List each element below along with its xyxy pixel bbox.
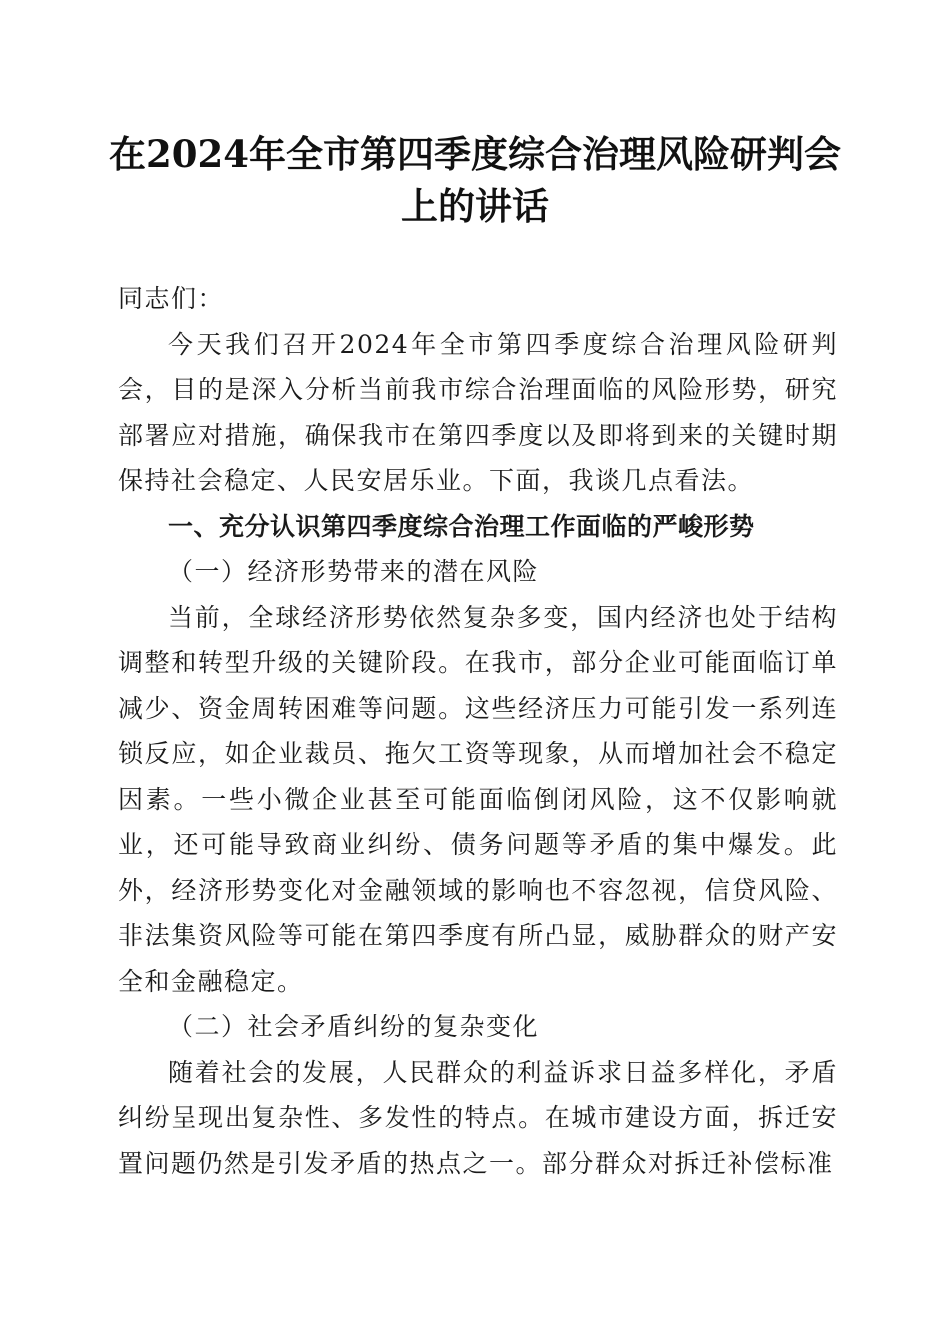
subsection-heading-1: （一）经济形势带来的潜在风险 [168,557,540,586]
title-line-1: 在2024年全市第四季度综合治理风险研判会 [109,132,841,176]
subsection-2-paragraph: 随着社会的发展，人民群众的利益诉求日益多样化，矛盾纠纷呈现出复杂性、多发性的特点。在城市建设方面，拆迁安置问题仍然是引发矛盾的热点之一。部分群众对拆迁补偿标准 [118,1057,838,1178]
intro-paragraph: 今天我们召开2024年全市第四季度综合治理风险研判会，目的是深入分析当前我市综合治理面临的风险形势，研究部署应对措施，确保我市在第四季度以及即将到来的关键时期保持社会稳定、人民安居乐业。下面，我谈几点看法。 [118,329,838,495]
page-title [100,128,850,232]
section-heading-1: 一、充分认识第四季度综合治理工作面临的严峻形势 [168,511,755,541]
title-line-2: 上的讲话 [401,184,549,228]
subsection-heading-2: （二）社会矛盾纠纷的复杂变化 [168,1012,540,1041]
document-body [118,276,838,1186]
subsection-1-paragraph: 当前，全球经济形势依然复杂多变，国内经济也处于结构调整和转型升级的关键阶段。在我市，部分企业可能面临订单减少、资金周转困难等问题。这些经济压力可能引发一系列连锁反应，如企业裁员、拖欠工资等现象，从而增加社会不稳定因素。一些小微企业甚至可能面临倒闭风险，这不仅影响就业，还可能导致商业纠纷、债务问题等矛盾的集中爆发。此外，经济形势变化对金融领域的影响也不容忽视，信贷风险、非法集资风险等可能在第四季度有所凸显，威胁群众的财产安全和金融稳定。 [118,602,838,996]
greeting: 同志们： [118,284,225,313]
